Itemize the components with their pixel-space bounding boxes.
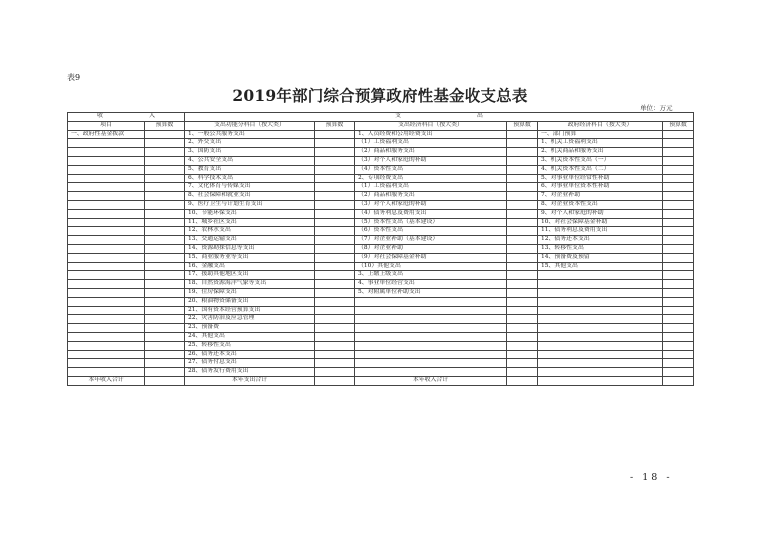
cell-budget xyxy=(663,341,694,350)
cell-budget xyxy=(315,130,355,139)
cell-budget xyxy=(663,315,694,324)
cell-economic-subject xyxy=(355,350,507,359)
income-total-label: 本年收入合计 xyxy=(68,376,145,385)
cell-gov-economic-subject: 11、债务利息及费用支出 xyxy=(538,227,663,236)
cell-budget xyxy=(315,183,355,192)
table-row xyxy=(68,368,694,377)
cell-gov-economic-subject xyxy=(538,288,663,297)
cell-function-subject: 4、公共安全支出 xyxy=(185,156,315,165)
cell-budget xyxy=(663,280,694,289)
cell-project xyxy=(68,148,145,157)
cell-budget xyxy=(145,376,185,385)
table-row xyxy=(68,174,694,183)
cell-budget xyxy=(145,165,185,174)
cell-gov-economic-subject xyxy=(538,315,663,324)
table-row xyxy=(68,148,694,157)
cell-project xyxy=(68,253,145,262)
cell-budget xyxy=(315,236,355,245)
table-row xyxy=(68,209,694,218)
cell-budget xyxy=(507,165,538,174)
cell-economic-subject xyxy=(355,297,507,306)
cell-budget xyxy=(507,341,538,350)
cell-function-subject: 22、灾害防治及应急管理 xyxy=(185,315,315,324)
table-row xyxy=(68,130,694,139)
cell-budget xyxy=(507,324,538,333)
income-header-left: 收 xyxy=(97,113,103,119)
cell-gov-economic-subject: 1、机关工资福利支出 xyxy=(538,139,663,148)
cell-economic-subject: （10）其他支出 xyxy=(355,262,507,271)
cell-budget xyxy=(145,156,185,165)
cell-project xyxy=(68,218,145,227)
table-row xyxy=(68,315,694,324)
cell-economic-subject: 3、上缴上级支出 xyxy=(355,271,507,280)
cell-budget xyxy=(145,209,185,218)
cell-economic-subject: （4）资本性支出 xyxy=(355,165,507,174)
expense-total-label: 本年支出合计 xyxy=(185,376,315,385)
cell-budget xyxy=(507,288,538,297)
cell-gov-economic-subject: 14、预备费及预留 xyxy=(538,253,663,262)
cell-project xyxy=(68,227,145,236)
cell-gov-economic-subject xyxy=(538,368,663,377)
cell-economic-subject: 1、人员经费和公用经费支出 xyxy=(355,130,507,139)
cell-gov-economic-subject xyxy=(538,332,663,341)
expense-header-right: 出 xyxy=(477,113,483,119)
cell-budget xyxy=(663,324,694,333)
cell-budget xyxy=(315,350,355,359)
table-row xyxy=(68,280,694,289)
cell-budget xyxy=(315,244,355,253)
table-row xyxy=(68,359,694,368)
cell-function-subject: 17、援助其他地区支出 xyxy=(185,271,315,280)
cell-gov-economic-subject: 6、对事业单位资本性补助 xyxy=(538,183,663,192)
cell-budget xyxy=(145,244,185,253)
cell-economic-subject: （5）资本性支出（基本建设） xyxy=(355,218,507,227)
cell-budget xyxy=(315,306,355,315)
column-header: 支出功能分科目（按大类） xyxy=(185,121,315,130)
cell-function-subject: 26、债务还本支出 xyxy=(185,350,315,359)
table-row xyxy=(68,324,694,333)
cell-function-subject: 13、交通运输支出 xyxy=(185,236,315,245)
cell-project xyxy=(68,236,145,245)
table-row xyxy=(68,183,694,192)
cell-project xyxy=(68,341,145,350)
cell-budget xyxy=(663,297,694,306)
cell-gov-economic-subject: 10、对社会保障基金补助 xyxy=(538,218,663,227)
cell-budget xyxy=(507,315,538,324)
table-row xyxy=(68,165,694,174)
cell-budget xyxy=(315,148,355,157)
cell-budget xyxy=(315,341,355,350)
cell-function-subject: 3、国防支出 xyxy=(185,148,315,157)
cell-economic-subject: 4、事业单位经营支出 xyxy=(355,280,507,289)
column-header: 预算数 xyxy=(507,121,538,130)
cell-project xyxy=(68,297,145,306)
cell-budget xyxy=(507,350,538,359)
cell-budget xyxy=(315,156,355,165)
cell-budget xyxy=(145,324,185,333)
cell-budget xyxy=(507,376,538,385)
cell-economic-subject: （1）工资福利支出 xyxy=(355,139,507,148)
cell-function-subject: 28、债务发行费用支出 xyxy=(185,368,315,377)
cell-gov-economic-subject xyxy=(538,306,663,315)
cell-gov-economic-subject: 4、机关资本性支出（二） xyxy=(538,165,663,174)
cell-economic-subject: （7）对企业补助（基本建设） xyxy=(355,236,507,245)
column-header: 政府经济科目（按大类） xyxy=(538,121,663,130)
cell-budget xyxy=(663,192,694,201)
header-row-2 xyxy=(68,121,694,130)
cell-budget xyxy=(507,192,538,201)
cell-budget xyxy=(507,359,538,368)
cell-function-subject: 27、债务付息支出 xyxy=(185,359,315,368)
cell-budget xyxy=(145,183,185,192)
cell-budget xyxy=(507,280,538,289)
cell-budget xyxy=(315,324,355,333)
cell-budget xyxy=(315,288,355,297)
cell-budget xyxy=(145,368,185,377)
cell-budget xyxy=(145,359,185,368)
cell-budget xyxy=(315,192,355,201)
cell-project xyxy=(68,332,145,341)
cell-economic-subject: （8）对企业补助 xyxy=(355,244,507,253)
cell-budget xyxy=(507,139,538,148)
budget-table xyxy=(67,112,694,386)
cell-project xyxy=(68,183,145,192)
column-header: 预算数 xyxy=(145,121,185,130)
income-total-label: 本年收入合计 xyxy=(355,376,507,385)
cell-function-subject: 18、自然资源海洋气象等支出 xyxy=(185,280,315,289)
cell-budget xyxy=(663,227,694,236)
cell-economic-subject: 2、专项经费支出 xyxy=(355,174,507,183)
cell-budget xyxy=(315,376,355,385)
cell-budget xyxy=(663,332,694,341)
cell-gov-economic-subject xyxy=(538,359,663,368)
table-row xyxy=(68,332,694,341)
cell-budget xyxy=(315,297,355,306)
cell-budget xyxy=(145,297,185,306)
cell-empty xyxy=(538,376,663,385)
table-row xyxy=(68,288,694,297)
table-row xyxy=(68,262,694,271)
cell-budget xyxy=(315,209,355,218)
cell-budget xyxy=(507,244,538,253)
cell-gov-economic-subject xyxy=(538,297,663,306)
cell-gov-economic-subject xyxy=(538,324,663,333)
cell-budget xyxy=(315,368,355,377)
cell-budget xyxy=(315,271,355,280)
cell-budget xyxy=(145,200,185,209)
cell-gov-economic-subject xyxy=(538,350,663,359)
cell-economic-subject xyxy=(355,368,507,377)
cell-budget xyxy=(507,253,538,262)
cell-budget xyxy=(315,359,355,368)
table-row xyxy=(68,139,694,148)
cell-project xyxy=(68,324,145,333)
cell-budget xyxy=(145,306,185,315)
cell-budget xyxy=(145,332,185,341)
cell-budget xyxy=(145,315,185,324)
cell-budget xyxy=(315,200,355,209)
cell-project xyxy=(68,271,145,280)
table-row xyxy=(68,306,694,315)
cell-budget xyxy=(663,139,694,148)
cell-budget xyxy=(507,236,538,245)
table-row xyxy=(68,297,694,306)
cell-project xyxy=(68,262,145,271)
cell-project xyxy=(68,306,145,315)
cell-budget xyxy=(145,280,185,289)
table-row xyxy=(68,253,694,262)
cell-gov-economic-subject: 13、转移性支出 xyxy=(538,244,663,253)
cell-budget xyxy=(507,148,538,157)
cell-budget xyxy=(507,227,538,236)
cell-project xyxy=(68,350,145,359)
unit-label: 单位：万元 xyxy=(640,104,673,112)
cell-function-subject: 19、住房保障支出 xyxy=(185,288,315,297)
cell-budget xyxy=(507,209,538,218)
cell-budget xyxy=(663,165,694,174)
cell-budget xyxy=(507,368,538,377)
cell-function-subject: 23、预备费 xyxy=(185,324,315,333)
cell-project xyxy=(68,139,145,148)
cell-economic-subject: 5、对附属单位补助支出 xyxy=(355,288,507,297)
cell-budget xyxy=(507,174,538,183)
cell-budget xyxy=(507,130,538,139)
cell-function-subject: 15、商业服务业等支出 xyxy=(185,253,315,262)
cell-budget xyxy=(663,130,694,139)
cell-gov-economic-subject xyxy=(538,271,663,280)
table-row xyxy=(68,156,694,165)
table-row xyxy=(68,271,694,280)
cell-budget xyxy=(507,183,538,192)
cell-gov-economic-subject: 9、对个人和家庭的补助 xyxy=(538,209,663,218)
cell-project xyxy=(68,359,145,368)
page-number: - 18 - xyxy=(630,472,673,483)
cell-gov-economic-subject: 15、其他支出 xyxy=(538,262,663,271)
cell-project xyxy=(68,200,145,209)
cell-budget xyxy=(663,200,694,209)
cell-economic-subject xyxy=(355,324,507,333)
table-label: 表9 xyxy=(67,73,81,82)
cell-budget xyxy=(145,236,185,245)
cell-economic-subject xyxy=(355,306,507,315)
cell-project xyxy=(68,315,145,324)
cell-function-subject: 24、其他支出 xyxy=(185,332,315,341)
cell-budget xyxy=(145,192,185,201)
cell-budget xyxy=(315,165,355,174)
cell-function-subject: 2、外交支出 xyxy=(185,139,315,148)
cell-function-subject: 6、科学技术支出 xyxy=(185,174,315,183)
cell-function-subject: 14、资源勘探信息等支出 xyxy=(185,244,315,253)
cell-function-subject: 16、金融支出 xyxy=(185,262,315,271)
cell-economic-subject: （9）对社会保障基金补助 xyxy=(355,253,507,262)
cell-budget xyxy=(145,174,185,183)
cell-budget xyxy=(507,297,538,306)
cell-economic-subject xyxy=(355,341,507,350)
footer-row xyxy=(68,376,694,385)
income-header xyxy=(68,113,185,122)
cell-function-subject: 25、转移性支出 xyxy=(185,341,315,350)
column-header: 项目 xyxy=(68,121,145,130)
cell-economic-subject: （2）商品和服务支出 xyxy=(355,148,507,157)
cell-budget xyxy=(315,332,355,341)
cell-budget xyxy=(663,183,694,192)
cell-economic-subject xyxy=(355,332,507,341)
cell-budget xyxy=(507,306,538,315)
cell-function-subject: 7、文化体育与传媒支出 xyxy=(185,183,315,192)
cell-project xyxy=(68,288,145,297)
cell-budget xyxy=(507,200,538,209)
cell-function-subject: 20、粮油物资储备支出 xyxy=(185,297,315,306)
table-row xyxy=(68,236,694,245)
cell-project xyxy=(68,156,145,165)
cell-budget xyxy=(315,174,355,183)
cell-gov-economic-subject xyxy=(538,341,663,350)
cell-function-subject: 12、农林水支出 xyxy=(185,227,315,236)
cell-budget xyxy=(507,156,538,165)
cell-budget xyxy=(663,306,694,315)
expense-header xyxy=(185,113,694,122)
cell-function-subject: 21、国有资本经营预算支出 xyxy=(185,306,315,315)
cell-gov-economic-subject: 一、部门预算 xyxy=(538,130,663,139)
cell-budget xyxy=(145,341,185,350)
cell-budget xyxy=(663,350,694,359)
cell-budget xyxy=(145,271,185,280)
cell-budget xyxy=(145,130,185,139)
column-header: 预算数 xyxy=(663,121,694,130)
cell-gov-economic-subject xyxy=(538,280,663,289)
cell-project xyxy=(68,192,145,201)
cell-budget xyxy=(663,236,694,245)
column-header: 支出经济科目（按大类） xyxy=(355,121,507,130)
cell-gov-economic-subject: 12、债务还本支出 xyxy=(538,236,663,245)
cell-budget xyxy=(663,262,694,271)
cell-gov-economic-subject: 3、机关资本性支出（一） xyxy=(538,156,663,165)
cell-gov-economic-subject: 2、机关商品和服务支出 xyxy=(538,148,663,157)
cell-budget xyxy=(145,148,185,157)
cell-budget xyxy=(315,139,355,148)
cell-function-subject: 11、城乡社区支出 xyxy=(185,218,315,227)
cell-project xyxy=(68,368,145,377)
cell-economic-subject: （1）工资福利支出 xyxy=(355,183,507,192)
cell-function-subject: 8、社会保障和就业支出 xyxy=(185,192,315,201)
table-row xyxy=(68,341,694,350)
cell-economic-subject xyxy=(355,315,507,324)
cell-budget xyxy=(663,376,694,385)
cell-budget xyxy=(315,315,355,324)
table-row xyxy=(68,218,694,227)
cell-economic-subject: （4）债务利息及费用支出 xyxy=(355,209,507,218)
cell-budget xyxy=(145,350,185,359)
cell-budget xyxy=(145,262,185,271)
cell-budget xyxy=(315,262,355,271)
cell-project: 一、政府性基金拨款 xyxy=(68,130,145,139)
cell-budget xyxy=(315,280,355,289)
cell-project xyxy=(68,244,145,253)
table-row xyxy=(68,200,694,209)
cell-project xyxy=(68,174,145,183)
cell-economic-subject: （3）对个人和家庭的补助 xyxy=(355,200,507,209)
cell-function-subject: 5、教育支出 xyxy=(185,165,315,174)
cell-budget xyxy=(663,148,694,157)
cell-budget xyxy=(663,288,694,297)
cell-economic-subject xyxy=(355,359,507,368)
cell-economic-subject: （3）对个人和家庭的补助 xyxy=(355,156,507,165)
column-header: 预算数 xyxy=(315,121,355,130)
cell-gov-economic-subject: 7、对企业补助 xyxy=(538,192,663,201)
income-header-right: 入 xyxy=(149,113,155,119)
expense-header-left: 支 xyxy=(395,113,401,119)
cell-budget xyxy=(663,271,694,280)
cell-budget xyxy=(507,271,538,280)
cell-budget xyxy=(663,174,694,183)
cell-budget xyxy=(145,218,185,227)
cell-budget xyxy=(663,359,694,368)
cell-project xyxy=(68,209,145,218)
cell-budget xyxy=(663,253,694,262)
cell-project xyxy=(68,165,145,174)
cell-budget xyxy=(663,218,694,227)
cell-budget xyxy=(507,332,538,341)
cell-gov-economic-subject: 5、对事业单位经常性补助 xyxy=(538,174,663,183)
table-row xyxy=(68,350,694,359)
cell-budget xyxy=(663,209,694,218)
cell-budget xyxy=(145,253,185,262)
cell-function-subject: 10、节能环保支出 xyxy=(185,209,315,218)
page-title: 2019年部门综合预算政府性基金收支总表 xyxy=(232,86,528,105)
cell-budget xyxy=(507,218,538,227)
cell-budget xyxy=(663,368,694,377)
table-row xyxy=(68,244,694,253)
cell-function-subject: 1、一般公共服务支出 xyxy=(185,130,315,139)
cell-budget xyxy=(663,244,694,253)
cell-budget xyxy=(507,262,538,271)
cell-budget xyxy=(145,139,185,148)
table-row xyxy=(68,227,694,236)
cell-budget xyxy=(145,227,185,236)
cell-project xyxy=(68,280,145,289)
table-row xyxy=(68,192,694,201)
cell-budget xyxy=(663,156,694,165)
cell-economic-subject: （2）商品和服务支出 xyxy=(355,192,507,201)
cell-function-subject: 9、医疗卫生与计划生育支出 xyxy=(185,200,315,209)
cell-budget xyxy=(315,227,355,236)
header-row-1 xyxy=(68,113,694,122)
cell-economic-subject: （6）资本性支出 xyxy=(355,227,507,236)
cell-budget xyxy=(315,218,355,227)
cell-gov-economic-subject: 8、对企业资本性支出 xyxy=(538,200,663,209)
cell-budget xyxy=(315,253,355,262)
cell-budget xyxy=(145,288,185,297)
